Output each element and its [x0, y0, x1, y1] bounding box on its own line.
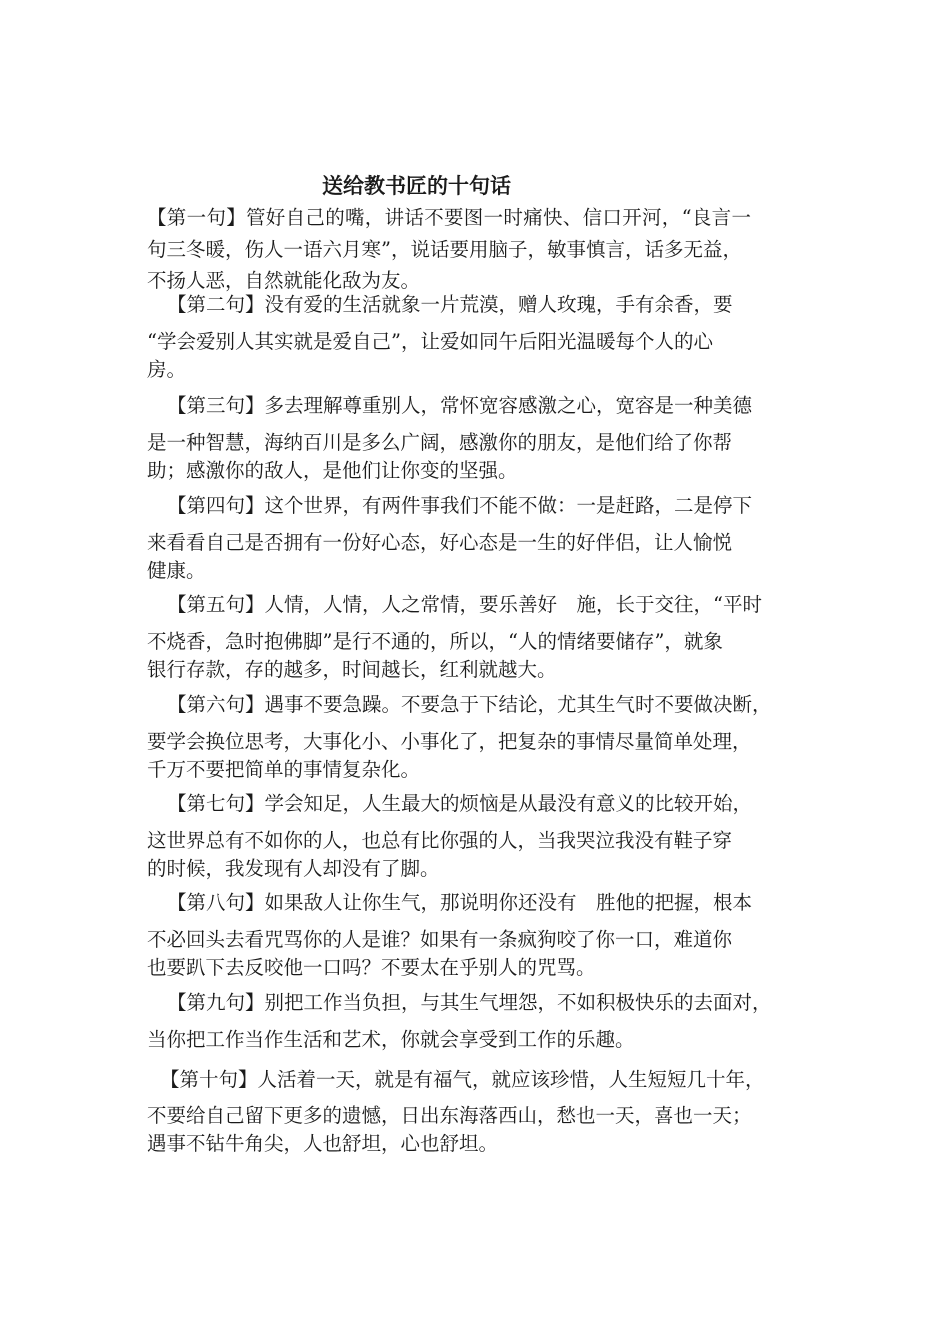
paragraph-4-cont: [147, 529, 817, 585]
paragraph-line: 【第八句】如果敌人让你生气，那说明你还没有 胜他的把握，根本: [167, 891, 753, 914]
paragraph-line: 千万不要把简单的事情复杂化。: [147, 758, 421, 781]
paragraph-5: [167, 589, 837, 621]
paragraph-2: [167, 289, 837, 321]
paragraph-line: 健康。: [147, 559, 206, 582]
paragraph-line: 房。: [147, 358, 187, 381]
paragraph-line: 【第二句】没有爱的生活就象一片荒漠，赠人玫瑰，手有余香，要: [167, 293, 733, 316]
paragraph-line: 不要给自己留下更多的遗憾，日出东海落西山，愁也一天，喜也一天；: [147, 1104, 752, 1127]
document-title: 送给教书匠的十句话: [322, 174, 511, 198]
paragraph-line: 不烧香，急时抱佛脚”是行不通的，所以，“人的情绪要储存”，就象: [147, 630, 723, 653]
paragraph-line: 也要趴下去反咬他一口吗？不要太在乎别人的咒骂。: [147, 956, 596, 979]
paragraph-line: 【第七句】学会知足，人生最大的烦恼是从最没有意义的比较开始，: [167, 792, 753, 815]
paragraph-line: 【第六句】遇事不要急躁。不要急于下结论，尤其生气时不要做决断，: [167, 693, 772, 716]
paragraph-line: 【第四句】这个世界，有两件事我们不能不做：一是赶路，二是停下: [167, 494, 753, 517]
paragraph-line: 【第五句】人情，人情，人之常情，要乐善好 施，长于交往，“平时: [167, 593, 762, 616]
paragraph-line: 【第九句】别把工作当负担，与其生气埋怨，不如积极快乐的去面对，: [167, 991, 772, 1014]
paragraph-3: [167, 390, 837, 422]
paragraph-line: 句三冬暖，伤人一语六月寒”，说话要用脑子，敏事慎言，话多无益，: [147, 238, 742, 261]
paragraph-line: 是一种智慧，海纳百川是多么广阔，感激你的朋友，是他们给了你帮: [147, 431, 733, 454]
paragraph-line: 【第十句】人活着一天，就是有福气，就应该珍惜，人生短短几十年，: [160, 1068, 765, 1091]
paragraph-line: 要学会换位思考，大事化小、小事化了，把复杂的事情尽量简单处理，: [147, 730, 752, 753]
paragraph-line: 不必回头去看咒骂你的人是谁？如果有一条疯狗咬了你一口，难道你: [147, 928, 733, 951]
paragraph-6: [167, 689, 827, 721]
paragraph-1: [147, 202, 817, 296]
paragraph-line: 当你把工作当作生活和艺术，你就会享受到工作的乐趣。: [147, 1028, 635, 1051]
paragraph-line: 来看看自己是否拥有一份好心态，好心态是一生的好伴侣，让人愉悦: [147, 531, 733, 554]
paragraph-line: 银行存款，存的越多，时间越长，红利就越大。: [147, 658, 557, 681]
paragraph-3-cont: [147, 429, 817, 485]
paragraph-9-cont: [147, 1026, 817, 1054]
paragraph-line: 遇事不钻牛角尖，人也舒坦，心也舒坦。: [147, 1132, 499, 1155]
paragraph-9: [167, 987, 827, 1019]
paragraph-7-cont: [147, 827, 817, 883]
paragraph-8-cont: [147, 926, 817, 982]
paragraph-8: [167, 887, 837, 919]
paragraph-line: “学会爱别人其实就是爱自己”，让爱如同午后阳光温暖每个人的心: [147, 330, 713, 353]
paragraph-10: [160, 1064, 820, 1096]
paragraph-2-cont: [147, 328, 817, 384]
paragraph-6-cont: [147, 728, 817, 784]
paragraph-line: 【第一句】管好自己的嘴，讲话不要图一时痛快、信口开河，“良言一: [147, 206, 752, 229]
paragraph-10-cont: [147, 1102, 817, 1158]
paragraph-line: 不扬人恶，自然就能化敌为友。: [147, 269, 421, 292]
paragraph-line: 这世界总有不如你的人，也总有比你强的人，当我哭泣我没有鞋子穿: [147, 829, 733, 852]
paragraph-5-cont: [147, 628, 817, 684]
paragraph-7: [167, 788, 837, 820]
paragraph-line: 的时候，我发现有人却没有了脚。: [147, 857, 440, 880]
paragraph-line: 【第三句】多去理解尊重别人，常怀宽容感激之心，宽容是一种美德: [167, 394, 753, 417]
paragraph-line: 助；感激你的敌人，是他们让你变的坚强。: [147, 459, 518, 482]
paragraph-4: [167, 490, 837, 522]
